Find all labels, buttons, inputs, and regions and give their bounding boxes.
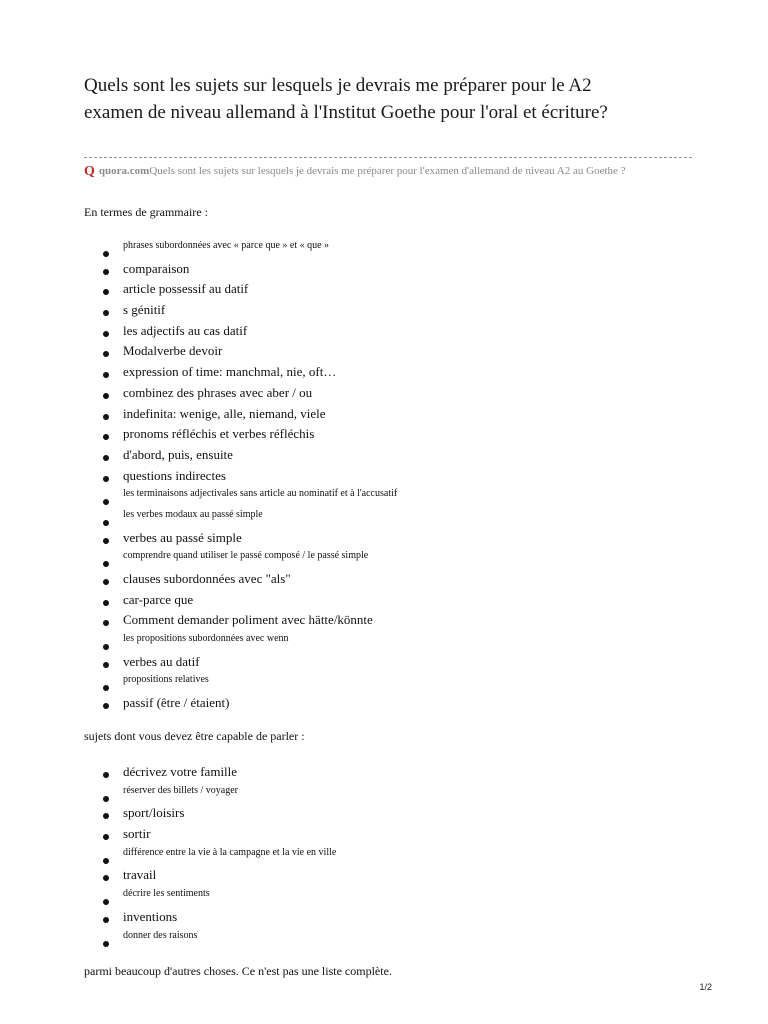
quora-logo-icon: Q <box>84 164 95 179</box>
list-item-text: passif (être / étaient) <box>123 695 230 711</box>
closing-note: parmi beaucoup d'autres choses. Ce n'est pas une liste complète. <box>84 964 392 978</box>
bullet-icon <box>103 858 109 864</box>
list-item <box>84 259 684 280</box>
list-item-text: comprendre quand utiliser le passé composé / le passé simple <box>123 550 369 562</box>
list-item-text: Modalverbe devoir <box>123 343 223 359</box>
list-item-text: les adjectifs au cas datif <box>123 322 248 338</box>
bullet-icon <box>103 834 109 840</box>
bullet-icon <box>103 579 109 585</box>
list-item <box>84 824 684 845</box>
list-item <box>84 652 684 673</box>
speaking-topics-list <box>84 762 684 948</box>
bullet-icon <box>103 331 109 337</box>
list-item <box>84 404 684 425</box>
list-item <box>84 672 684 693</box>
list-item-text: expression of time: manchmal, nie, oft… <box>123 364 337 380</box>
list-item-text: donner des raisons <box>123 929 198 941</box>
list-item <box>84 341 684 362</box>
grammar-heading: En termes de grammaire : <box>84 205 208 219</box>
list-item-text: verbes au passé simple <box>123 529 242 545</box>
bullet-icon <box>103 561 109 567</box>
source-domain-link[interactable]: quora.com <box>98 165 150 177</box>
bullet-icon <box>103 476 109 482</box>
page-number: 1/2 <box>699 982 712 992</box>
list-item <box>84 762 684 783</box>
list-item <box>84 507 684 528</box>
bullet-icon <box>103 455 109 461</box>
list-item <box>84 300 684 321</box>
bullet-icon <box>103 899 109 905</box>
list-item <box>84 590 684 611</box>
list-item <box>84 279 684 300</box>
list-item-text: réserver des billets / voyager <box>123 784 238 796</box>
bullet-icon <box>103 434 109 440</box>
list-item <box>84 466 684 487</box>
bullet-icon <box>103 251 109 257</box>
list-item <box>84 928 684 949</box>
bullet-icon <box>103 351 109 357</box>
page-title: Quels sont les sujets sur lesquels je devrais me préparer pour le A2 examen de niveau allemand à l'Institut Goethe pour l'oral et écriture? <box>84 75 608 123</box>
list-item-text: décrivez votre famille <box>123 764 238 779</box>
bullet-icon <box>103 644 109 650</box>
list-item <box>84 845 684 866</box>
bullet-icon <box>103 917 109 923</box>
speaking-heading: sujets dont vous devez être capable de parler : <box>84 729 305 743</box>
bullet-icon <box>103 662 109 668</box>
list-item-text: travail <box>123 867 157 883</box>
list-item <box>84 886 684 907</box>
bullet-icon <box>103 813 109 819</box>
list-item-text: phrases subordonnées avec « parce que » et « que » <box>123 240 330 251</box>
list-item-text: indefinita: wenige, alle, niemand, viele <box>123 405 326 421</box>
source-question-link[interactable]: Quels sont les sujets sur lesquels je devrais me préparer pour l'examen d'allemand de niveau A2 au Goethe ? <box>149 165 626 177</box>
list-item <box>84 445 684 466</box>
list-item <box>84 486 684 507</box>
bullet-icon <box>103 620 109 626</box>
list-item-text: les terminaisons adjectivales sans article au nominatif et à l'accusatif <box>123 488 398 500</box>
list-item <box>84 907 684 928</box>
list-item-text: car-parce que <box>123 591 194 607</box>
list-item <box>84 238 684 259</box>
list-item <box>84 783 684 804</box>
list-item <box>84 424 684 445</box>
list-item-text: Comment demander poliment avec hätte/könnte <box>123 612 373 628</box>
list-item-text: sortir <box>123 826 151 842</box>
list-item-text: propositions relatives <box>123 674 209 686</box>
list-item-text: les propositions subordonnées avec wenn <box>123 633 289 645</box>
list-item-text: verbes au datif <box>123 653 200 669</box>
bullet-icon <box>103 289 109 295</box>
bullet-icon <box>103 600 109 606</box>
bullet-icon <box>103 796 109 802</box>
list-item <box>84 631 684 652</box>
bullet-icon <box>103 875 109 881</box>
list-item-text: article possessif au datif <box>123 281 249 297</box>
bullet-icon <box>103 499 109 505</box>
title-divider <box>84 157 692 158</box>
list-item <box>84 569 684 590</box>
list-item <box>84 321 684 342</box>
bullet-icon <box>103 772 109 778</box>
list-item-text: pronoms réfléchis et verbes réfléchis <box>123 426 315 442</box>
list-item <box>84 693 684 714</box>
list-item <box>84 362 684 383</box>
list-item-text: combinez des phrases avec aber / ou <box>123 384 313 400</box>
bullet-icon <box>103 393 109 399</box>
source-line <box>84 164 724 179</box>
list-item-text: sport/loisirs <box>123 805 185 821</box>
grammar-list <box>84 238 684 714</box>
bullet-icon <box>103 414 109 420</box>
list-item-text: inventions <box>123 908 178 924</box>
list-item <box>84 548 684 569</box>
list-item-text: comparaison <box>123 260 190 276</box>
bullet-icon <box>103 520 109 526</box>
list-item-text: les verbes modaux au passé simple <box>123 508 263 520</box>
list-item-text: différence entre la vie à la campagne et la vie en ville <box>123 846 337 858</box>
list-item-text: d'abord, puis, ensuite <box>123 446 233 462</box>
bullet-icon <box>103 269 109 275</box>
list-item-text: s génitif <box>123 302 166 318</box>
list-item-text: questions indirectes <box>123 467 226 483</box>
list-item-text: clauses subordonnées avec "als" <box>123 571 291 586</box>
bullet-icon <box>103 941 109 947</box>
bullet-icon <box>103 538 109 544</box>
list-item <box>84 610 684 631</box>
bullet-icon <box>103 372 109 378</box>
list-item <box>84 803 684 824</box>
bullet-icon <box>103 685 109 691</box>
list-item <box>84 383 684 404</box>
bullet-icon <box>103 310 109 316</box>
list-item <box>84 528 684 549</box>
list-item <box>84 865 684 886</box>
list-item-text: décrire les sentiments <box>123 888 210 900</box>
bullet-icon <box>103 703 109 709</box>
